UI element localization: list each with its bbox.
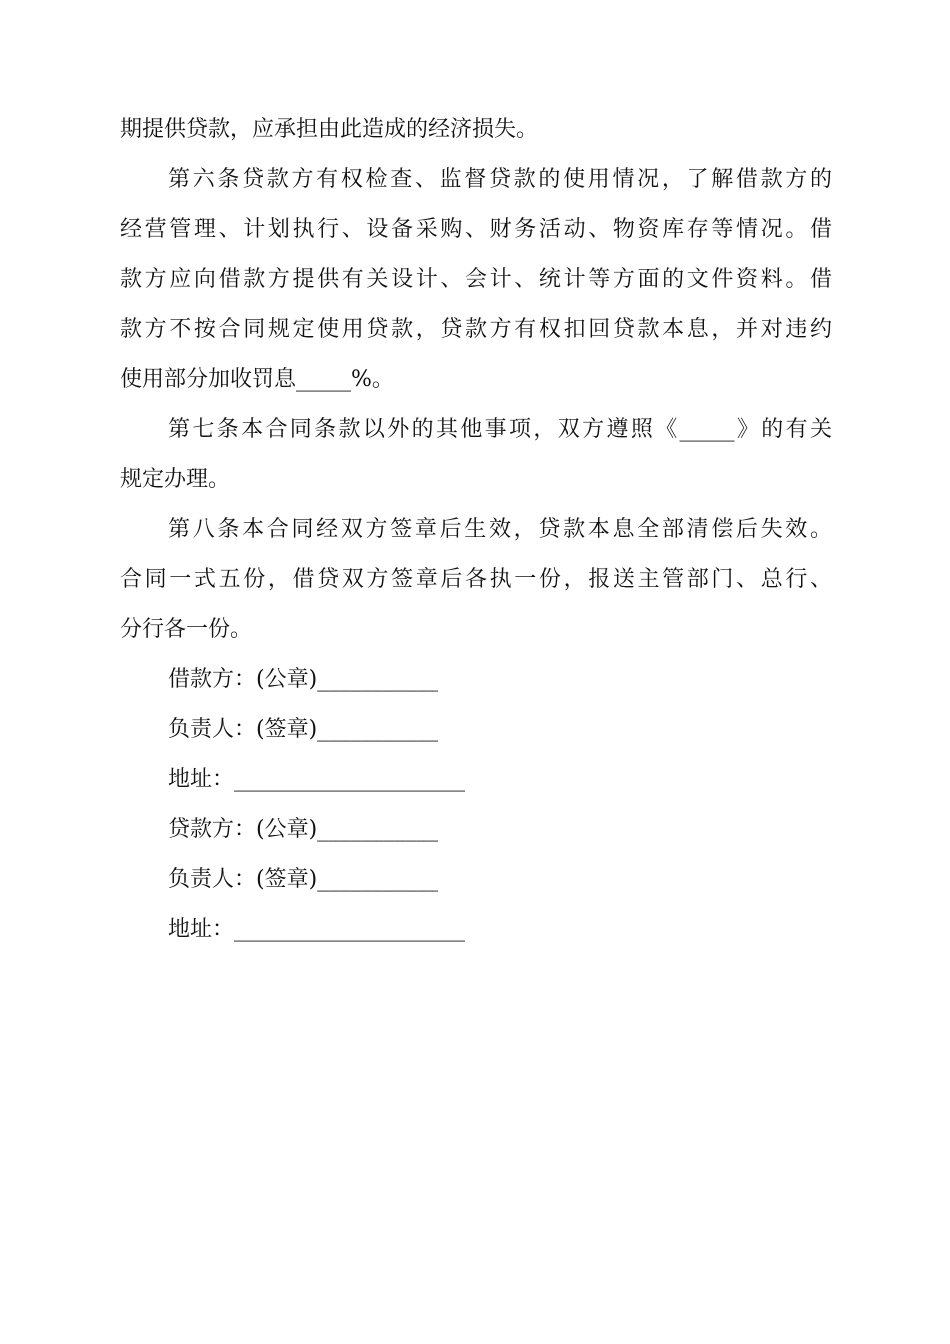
- borrower-seal-field: 借款方：(公章)___________: [168, 667, 439, 692]
- lender-address-field: 地址：_____________________: [168, 917, 466, 942]
- lender-seal-field: 贷款方：(公章)___________: [168, 817, 439, 842]
- paragraph-line: 期提供贷款，应承担由此造成的经济损失。: [120, 117, 539, 142]
- article-8-line: 合同一式五份，借贷双方签章后各执一份，报送主管部门、总行、: [120, 567, 832, 592]
- article-6-line: 款方不按合同规定使用贷款，贷款方有权扣回贷款本息，并对违约: [120, 317, 832, 342]
- article-6-line: 款方应向借款方提供有关设计、会计、统计等方面的文件资料。借: [120, 267, 832, 292]
- article-6-line: 经营管理、计划执行、设备采购、财务活动、物资库存等情况。借: [120, 217, 832, 242]
- borrower-address-field: 地址：_____________________: [168, 767, 466, 792]
- lender-representative-field: 负责人：(签章)___________: [168, 867, 439, 892]
- article-8-line: 分行各一份。: [120, 617, 253, 642]
- article-7-line: 规定办理。: [120, 467, 231, 492]
- document-body: [120, 105, 832, 955]
- article-6-line: 第六条贷款方有权检查、监督贷款的使用情况，了解借款方的: [168, 167, 832, 192]
- article-8-line: 第八条本合同经双方签章后生效，贷款本息全部清偿后失效。: [168, 517, 832, 542]
- article-6-line: 使用部分加收罚息_____%。: [120, 367, 394, 392]
- borrower-representative-field: 负责人：(签章)___________: [168, 717, 439, 742]
- article-7-line: 第七条本合同条款以外的其他事项，双方遵照《_____》的有关: [168, 417, 832, 442]
